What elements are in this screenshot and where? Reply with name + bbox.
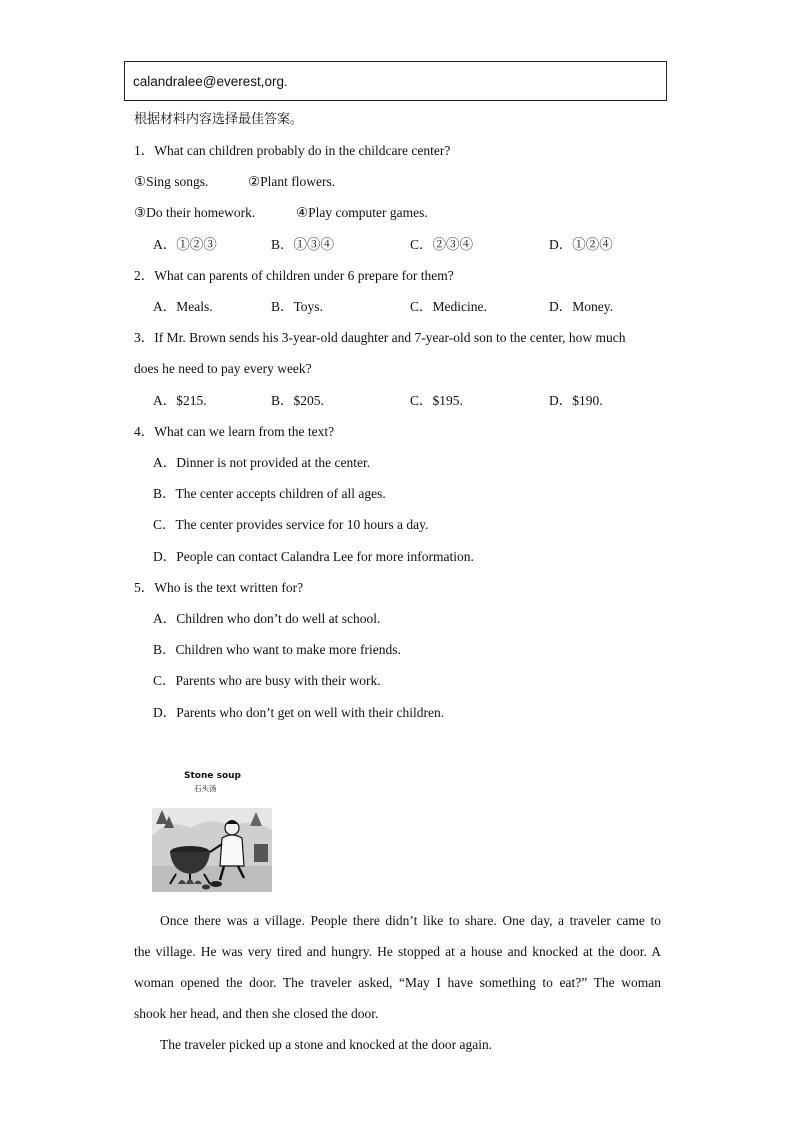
story-line-2: the village. He was very tired and hungry. He stopped at a house and knocked at the door. A: [134, 944, 661, 959]
q4-option-d[interactable]: D．People can contact Calandra Lee for more information.: [153, 549, 474, 564]
q5-option-c[interactable]: C．Parents who are busy with their work.: [153, 673, 381, 688]
figure-subtitle: 石头汤: [194, 784, 217, 793]
q1-option-a[interactable]: A．①②③: [153, 237, 217, 252]
q1-item-2: ②Plant flowers.: [248, 174, 336, 189]
stone: [210, 881, 222, 887]
traveler-body: [220, 835, 244, 866]
q4-option-c[interactable]: C．The center provides service for 10 hours a day.: [153, 517, 429, 532]
q2-option-a[interactable]: A．Meals.: [153, 299, 213, 314]
q2-option-c[interactable]: C．Medicine.: [410, 299, 487, 314]
q5-option-d[interactable]: D．Parents who don’t get on well with their children.: [153, 705, 445, 720]
question-4-stem: 4．What can we learn from the text?: [134, 424, 335, 439]
q1-item-1: ①Sing songs.: [134, 174, 209, 189]
q2-option-d[interactable]: D．Money.: [549, 299, 613, 314]
q1-option-c[interactable]: C．②③④: [410, 237, 474, 252]
stone-soup-picture: [150, 766, 274, 894]
q1-item-4: ④Play computer games.: [296, 205, 428, 220]
question-3-stem-line-1: 3．If Mr. Brown sends his 3-year-old daughter and 7-year-old son to the center, how much: [134, 330, 626, 345]
q3-option-a[interactable]: A．$215.: [153, 393, 207, 408]
q3-option-b[interactable]: B．$205.: [271, 393, 324, 408]
question-5-stem: 5．Who is the text written for?: [134, 580, 304, 595]
figure-title: Stone soup: [184, 771, 242, 781]
story-line-3: woman opened the door. The traveler asked, “May I have something to eat?” The woman: [134, 975, 661, 990]
story-line-5: The traveler picked up a stone and knocked at the door again.: [160, 1037, 493, 1052]
ground: [152, 866, 272, 892]
q4-option-a[interactable]: A．Dinner is not provided at the center.: [153, 455, 371, 470]
question-1-stem: 1．What can children probably do in the childcare center?: [134, 143, 451, 158]
email-box: [124, 61, 667, 101]
question-3-stem-line-2: does he need to pay every week?: [134, 361, 312, 376]
question-2-stem: 2．What can parents of children under 6 prepare for them?: [134, 268, 454, 283]
contact-email: calandralee@everest,org.: [133, 74, 288, 89]
q1-option-d[interactable]: D．①②④: [549, 237, 613, 252]
story-line-1: Once there was a village. People there didn’t like to share. One day, a traveler came to: [160, 913, 661, 928]
story-line-4: shook her head, and then she closed the door.: [134, 1006, 379, 1021]
q1-option-b[interactable]: B．①③④: [271, 237, 335, 252]
q3-option-d[interactable]: D．$190.: [549, 393, 603, 408]
q2-option-b[interactable]: B．Toys.: [271, 299, 323, 314]
q5-option-a[interactable]: A．Children who don’t do well at school.: [153, 611, 381, 626]
instruction: 根据材料内容选择最佳答案。: [134, 112, 304, 127]
q1-item-3: ③Do their homework.: [134, 205, 256, 220]
q3-option-c[interactable]: C．$195.: [410, 393, 463, 408]
bag: [254, 844, 268, 862]
stone-small: [202, 885, 210, 890]
stone-soup-illustration: [150, 766, 274, 894]
q4-option-b[interactable]: B．The center accepts children of all ages.: [153, 486, 386, 501]
q5-option-b[interactable]: B．Children who want to make more friends.: [153, 642, 401, 657]
